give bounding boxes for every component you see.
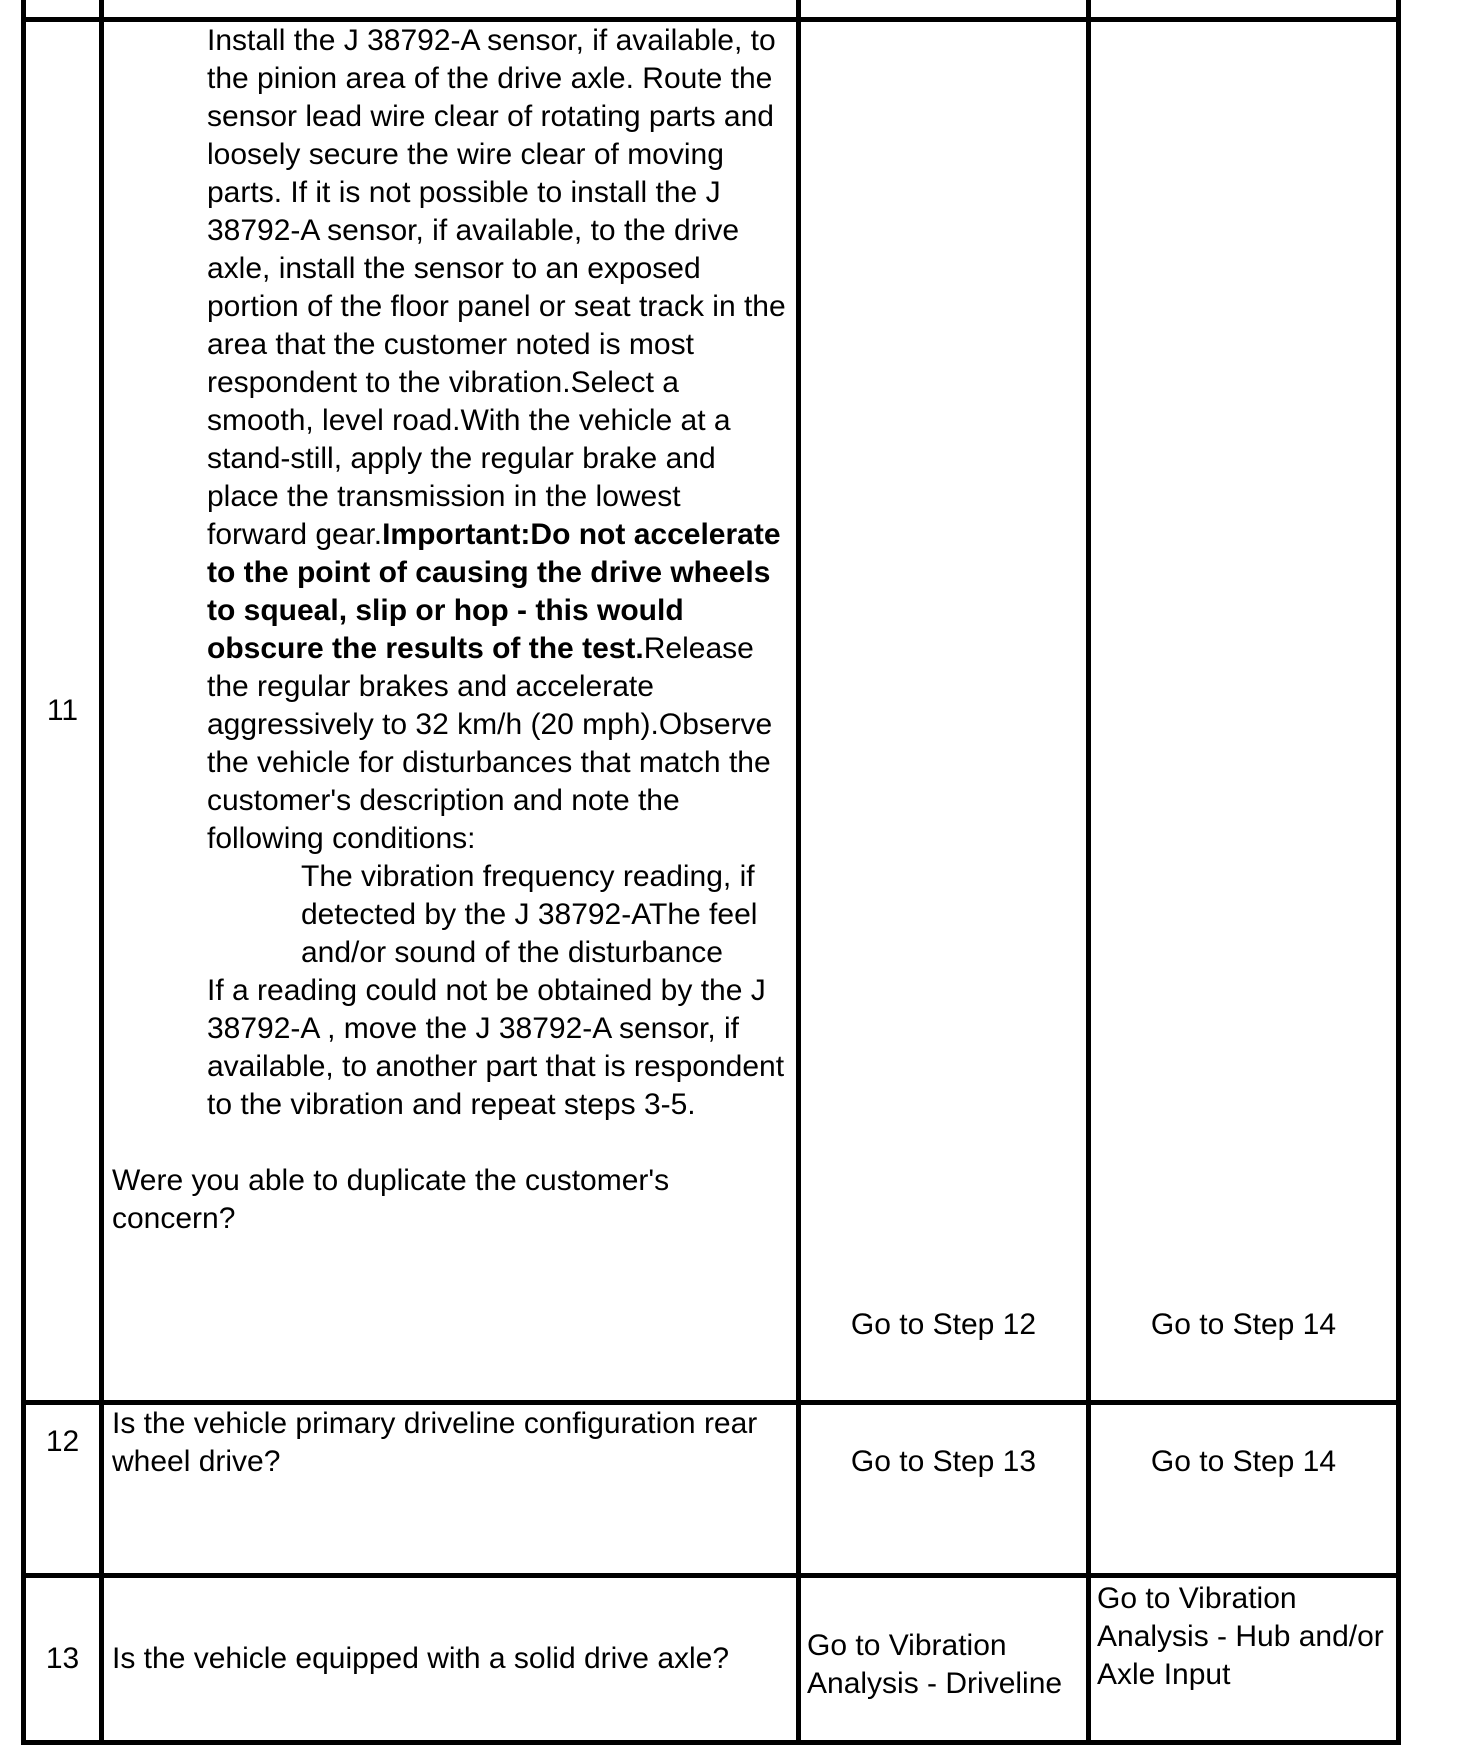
procedure-text (104, 22, 796, 1124)
table-row-step-13 (24, 1576, 1399, 1743)
step-cell (24, 20, 102, 1403)
procedure-indent: The vibration frequency reading, if detected by the J 38792-AThe feel and/or sound of the disturbance (301, 860, 758, 969)
yes-action: Go to Step 12 (850, 1308, 1037, 1341)
no-action: Go to Step 14 (1150, 1308, 1337, 1341)
action-cell (102, 1576, 799, 1743)
step-cell (24, 1576, 102, 1743)
yes-cell (799, 1576, 1089, 1743)
prev-yes-cell (799, 0, 1089, 20)
step-cell (24, 1403, 102, 1576)
table-row-step-11 (24, 20, 1399, 1403)
yes-action: Go to Step 13 (850, 1445, 1037, 1478)
step-question: Is the vehicle primary driveline configuration rear wheel drive? (112, 1407, 758, 1478)
prev-action-cell (102, 0, 799, 20)
no-action: Go to Step 14 (1150, 1445, 1337, 1478)
prev-step-cell (24, 0, 102, 20)
action-cell (102, 20, 799, 1403)
procedure-paragraph-2: If a reading could not be obtained by the J 38792-A , move the J 38792-A sensor, if available, to another part that is respondent to the vibration and repeat steps 3-5. (207, 974, 785, 1121)
no-action: Go to Vibration Analysis - Hub and/or Axle Input (1097, 1582, 1384, 1691)
table-row-previous (24, 0, 1399, 20)
yes-cell (799, 20, 1089, 1403)
procedure-text-part-2: Release the regular brakes and accelerate aggressively to 32 km/h (20 mph).Observe the vehicle for disturbances that match the customer's description and note the following conditions: (207, 632, 773, 855)
important-note: Important:Do not accelerate to the point of causing the drive wheels to squeal, slip or hop - this would obscure the results of the test. (207, 518, 781, 665)
prev-no-cell (1089, 0, 1399, 20)
no-cell (1089, 1576, 1399, 1743)
procedure-text-part-1: Install the J 38792-A sensor, if available, to the pinion area of the drive axle. Route the sensor lead wire clear of rotating parts and loosely secure the wire clear of moving parts. If it is not possible to install the J 38792-A sensor, if available, to the drive axle, install the sensor to an exposed portion of the floor panel or seat track in the area that the customer noted is most respondent to the vibration.Select a smooth, level road.With the vehicle at a stand-still, apply the regular brake and place the transmission in the lowest forward gear. (207, 24, 786, 551)
yes-action: Go to Vibration Analysis - Driveline (807, 1629, 1063, 1700)
step-number: 11 (46, 694, 79, 727)
diagnostic-table (21, 0, 1401, 1745)
step-question: Is the vehicle equipped with a solid drive axle? (112, 1642, 730, 1675)
no-cell (1089, 20, 1399, 1403)
procedure-paragraph (207, 22, 786, 858)
step-number: 13 (45, 1642, 80, 1675)
table-row-step-12 (24, 1403, 1399, 1576)
step-number: 12 (45, 1425, 80, 1458)
yes-cell (799, 1403, 1089, 1576)
step-question: Were you able to duplicate the customer's concern? (112, 1164, 670, 1235)
action-cell (102, 1403, 799, 1576)
no-cell (1089, 1403, 1399, 1576)
